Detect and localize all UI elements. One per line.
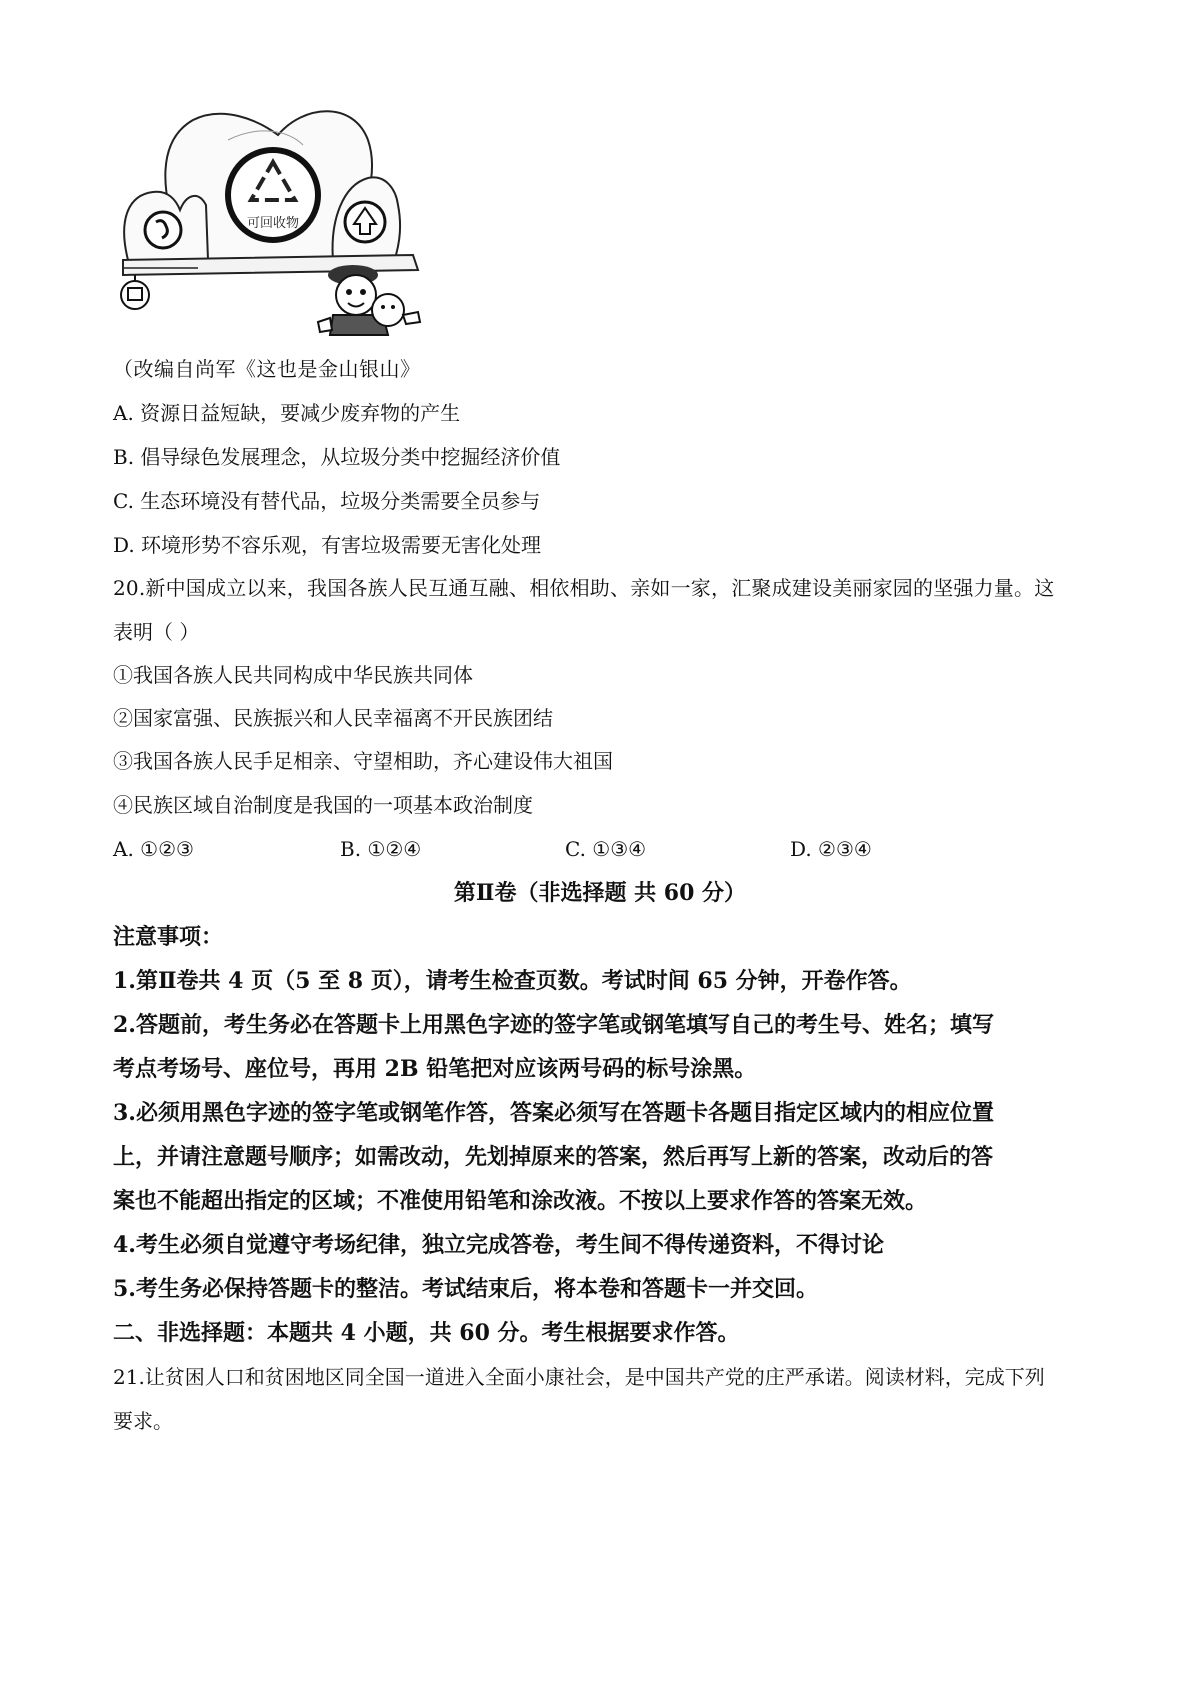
section-2-heading: 二、非选择题：本题共 4 小题，共 60 分。考生根据要求作答。 [113, 1320, 740, 1346]
q21-stem-line2: 要求。 [113, 1409, 173, 1433]
q19-option-d: D. 环境形势不容乐观，有害垃圾需要无害化处理 [113, 533, 542, 557]
q20-option-c: C. ①③④ [565, 837, 647, 861]
q20-item-2: ②国家富强、民族振兴和人民幸福离不开民族团结 [113, 706, 553, 730]
q19-option-a: A. 资源日益短缺，要减少废弃物的产生 [113, 401, 461, 425]
q20-item-3: ③我国各族人民手足相亲、守望相助，齐心建设伟大祖国 [113, 749, 613, 773]
q20-option-d: D. ②③④ [790, 837, 872, 861]
notice-item-2-line1: 2.答题前，考生务必在答题卡上用黑色字迹的签字笔或钢笔填写自己的考生号、姓名；填写 [113, 1012, 994, 1038]
part2-heading: 第Ⅱ卷（非选择题 共 60 分） [453, 880, 747, 906]
hazardous-waste-sign [121, 281, 149, 309]
notice-item-1: 1.第Ⅱ卷共 4 页（5 至 8 页），请考生检查页数。考试时间 65 分钟，开卷作答。 [113, 968, 912, 994]
q20-item-4: ④民族区域自治制度是我国的一项基本政治制度 [113, 793, 533, 817]
center-bin-label: 可回收物 [246, 216, 300, 231]
kitchen-waste-circle [145, 212, 181, 248]
notice-item-3-line1: 3.必须用黑色字迹的签字笔或钢笔作答，答案必须写在答题卡各题目指定区域内的相应位置 [113, 1100, 994, 1126]
cartoon-figures [318, 265, 420, 335]
q20-stem-line1: 20.新中国成立以来，我国各族人民互通互融、相依相助、亲如一家，汇聚成建设美丽家园的坚强力量。这 [113, 576, 1055, 600]
q19-option-b: B. 倡导绿色发展理念，从垃圾分类中挖掘经济价值 [113, 445, 561, 469]
q20-option-b: B. ①②④ [340, 837, 422, 861]
notice-item-3-line3: 案也不能超出指定的区域；不准使用铅笔和涂改液。不按以上要求作答的答案无效。 [113, 1188, 928, 1214]
notice-item-3-line2: 上，并请注意题号顺序；如需改动，先划掉原来的答案，然后再写上新的答案，改动后的答 [113, 1144, 994, 1170]
notice-item-4: 4.考生必须自觉遵守考场纪律，独立完成答卷，考生间不得传递资料，不得讨论 [113, 1232, 884, 1258]
notice-item-2-line2: 考点考场号、座位号，再用 2B 铅笔把对应该两号码的标号涂黑。 [113, 1056, 757, 1082]
garbage-sorting-cartoon [118, 100, 468, 370]
q20-item-1: ①我国各族人民共同构成中华民族共同体 [113, 663, 473, 687]
q20-stem-line2: 表明（ ） [113, 620, 200, 644]
q20-option-a: A. ①②③ [113, 837, 194, 861]
q19-option-c: C. 生态环境没有替代品，垃圾分类需要全员参与 [113, 489, 541, 513]
notice-item-5: 5.考生务必保持答题卡的整洁。考试结束后，将本卷和答题卡一并交回。 [113, 1276, 818, 1302]
q21-stem-line1: 21.让贫困人口和贫困地区同全国一道进入全面小康社会，是中国共产党的庄严承诺。阅读材料，完成下列 [113, 1365, 1045, 1389]
notice-title: 注意事项： [113, 924, 224, 950]
cartoon-caption: （改编自尚军《这也是金山银山》 [113, 357, 421, 381]
